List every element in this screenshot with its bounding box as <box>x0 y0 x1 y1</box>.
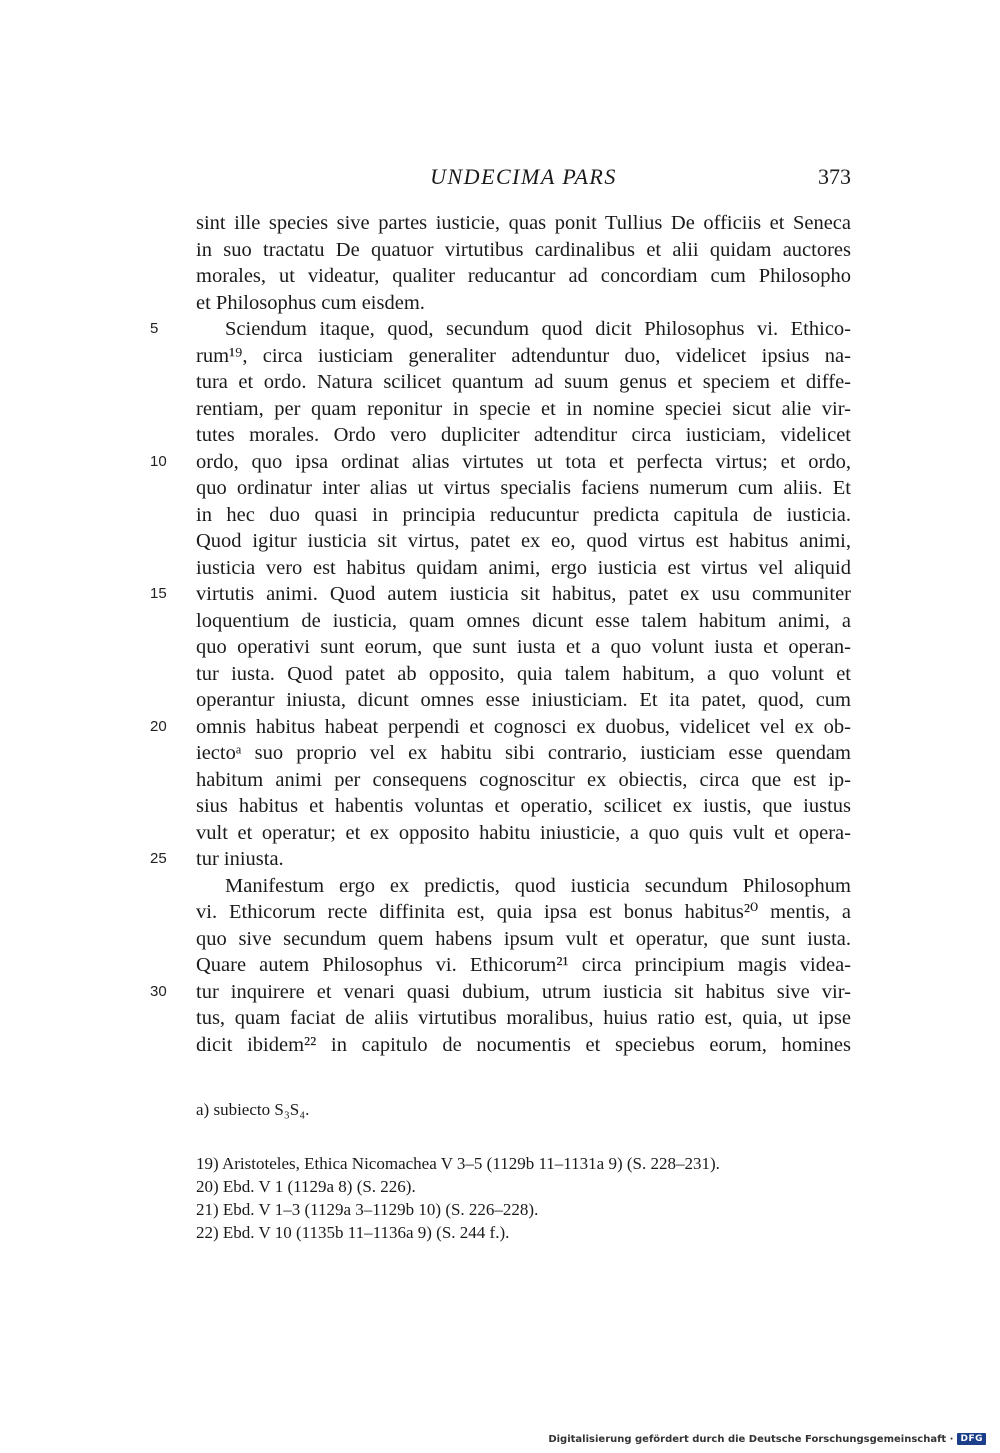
line-text: iusticia vero est habitus quidam animi, ergo iusticia est virtus vel aliquid <box>196 556 851 579</box>
footnote: 19) Aristoteles, Ethica Nicomachea V 3–5 (1129b 11–1131a 9) (S. 228–231). <box>196 1154 720 1173</box>
text-line <box>196 608 851 635</box>
line-text: vi. Ethicorum recte diffinita est, quia ipsa est bonus habitus²⁰ mentis, a <box>196 901 851 923</box>
line-text: ordo, quo ipsa ordinat alias virtutes ut tota et perfecta virtus; et ordo, <box>196 450 851 473</box>
line-text: in hec duo quasi in principia reducuntur predicta capitula de iusticia. <box>196 503 851 526</box>
footnote: 20) Ebd. V 1 (1129a 8) (S. 226). <box>196 1177 416 1196</box>
critical-apparatus <box>196 1098 851 1121</box>
text-line <box>196 820 851 847</box>
line-text: morales, ut videatur, qualiter reducantur ad concordiam cum Philosopho <box>196 265 851 287</box>
line-text: dicit ibidem²² in capitulo de nocumentis et speciebus eorum, homines <box>196 1033 851 1056</box>
footnote: 21) Ebd. V 1–3 (1129a 3–1129b 10) (S. 226–228). <box>196 1200 539 1219</box>
line-text: quo operativi sunt eorum, que sunt iusta et a quo volunt iusta et operan- <box>196 636 851 658</box>
line-number: 15 <box>150 585 167 602</box>
page-number: 373 <box>818 164 851 189</box>
dfg-logo-icon: DFG <box>957 1433 986 1445</box>
text-line <box>196 1005 851 1032</box>
text-line <box>150 714 851 741</box>
line-text: Manifestum ergo ex predictis, quod iusticia secundum Philosophum <box>225 874 851 897</box>
text-line <box>196 634 851 661</box>
text-line <box>196 210 851 237</box>
line-text: Quare autem Philosophus vi. Ethicorum²¹ circa principium magis videa- <box>196 954 851 976</box>
text-line <box>196 767 851 794</box>
text-line <box>196 263 851 290</box>
line-text: loquentium de iusticia, quam omnes dicunt esse talem habitum animi, a <box>196 609 851 632</box>
text-line <box>150 846 851 873</box>
text-line <box>196 502 851 529</box>
line-text: quo sive secundum quem habens ipsum vult et operatur, que sunt iusta. <box>196 927 851 950</box>
text-line <box>150 449 851 476</box>
line-text: tutes morales. Ordo vero dupliciter adtenditur circa iusticiam, videlicet <box>196 424 851 446</box>
line-text: tur iniusta. <box>196 848 284 870</box>
text-line <box>196 475 851 502</box>
line-text: tur iusta. Quod patet ab opposito, quia talem habitum, a quo volunt et <box>196 662 851 685</box>
line-text: tura et ordo. Natura scilicet quantum ad suum genus et speciem et diffe- <box>196 371 851 393</box>
text-line <box>196 661 851 688</box>
text-line <box>150 581 851 608</box>
line-text: tus, quam faciat de aliis virtutibus moralibus, huius ratio est, quia, ut ipse <box>196 1007 851 1029</box>
text-line <box>196 369 851 396</box>
line-text: virtutis animi. Quod autem iusticia sit habitus, patet ex usu communiter <box>196 583 851 605</box>
text-line <box>196 873 851 900</box>
footnote: 22) Ebd. V 10 (1135b 11–1136a 9) (S. 244 f.). <box>196 1223 510 1242</box>
text-line <box>196 740 851 767</box>
text-line <box>196 237 851 264</box>
line-number: 5 <box>150 320 159 337</box>
line-text: Sciendum itaque, quod, secundum quod dicit Philosophus vi. Ethico- <box>225 318 851 340</box>
line-text: Quod igitur iusticia sit virtus, patet ex eo, quod virtus est habitus animi, <box>196 530 851 552</box>
line-text: et Philosophus cum eisdem. <box>196 291 425 314</box>
line-text: in suo tractatu De quatuor virtutibus cardinalibus et alii quidam auctores <box>196 238 851 261</box>
line-number: 30 <box>150 982 167 1000</box>
line-text: sius habitus et habentis voluntas et operatio, scilicet ex iustis, que iustus <box>196 795 851 817</box>
text-line <box>196 793 851 820</box>
line-text: sint ille species sive partes iusticie, quas ponit Tullius De officiis et Seneca <box>196 212 851 234</box>
text-line <box>196 687 851 714</box>
line-text: rentiam, per quam reponitur in specie et in nomine speciei sicut alie vir- <box>196 397 851 420</box>
line-text: rum¹⁹, circa iusticiam generaliter adtenduntur duo, videlicet ipsius na- <box>196 344 851 367</box>
line-number: 25 <box>150 850 167 867</box>
text-line <box>196 528 851 555</box>
line-text: quo ordinatur inter alias ut virtus specialis faciens numerum cum aliis. Et <box>196 477 851 499</box>
credit-text: Digitalisierung gefördert durch die Deutsche Forschungsgemeinschaft · <box>548 1433 954 1445</box>
text-line <box>196 422 851 449</box>
text-line <box>196 926 851 953</box>
line-text: habitum animi per consequens cognoscitur ex obiectis, circa que est ip- <box>196 768 851 791</box>
running-title: UNDECIMA PARS <box>430 164 617 189</box>
line-text: omnis habitus habeat perpendi et cognosci ex duobus, videlicet vel ex ob- <box>196 715 851 738</box>
line-text: tur inquirere et venari quasi dubium, utrum iusticia sit habitus sive vir- <box>196 980 851 1003</box>
apparatus-note: a) subiecto S₃S₄. <box>196 1100 310 1119</box>
text-line <box>196 343 851 370</box>
text-line <box>196 396 851 423</box>
text-line <box>196 555 851 582</box>
main-text <box>150 210 851 1058</box>
line-number: 10 <box>150 452 167 470</box>
text-line <box>196 1032 851 1059</box>
text-line <box>150 316 851 343</box>
line-text: iectoᵃ suo proprio vel ex habitu sibi contrario, iusticiam esse quendam <box>196 742 851 764</box>
running-head <box>196 164 851 194</box>
text-line <box>196 952 851 979</box>
footnotes <box>196 1152 851 1244</box>
digitization-credit <box>548 1433 986 1445</box>
text-line <box>196 290 851 317</box>
line-text: vult et operatur; et ex opposito habitu iniusticie, a quo quis vult et opera- <box>196 821 851 844</box>
line-text: operantur iniusta, dicunt omnes esse iniusticiam. Et ita patet, quod, cum <box>196 689 851 711</box>
text-line <box>150 979 851 1006</box>
line-number: 20 <box>150 717 167 735</box>
text-line <box>196 899 851 926</box>
